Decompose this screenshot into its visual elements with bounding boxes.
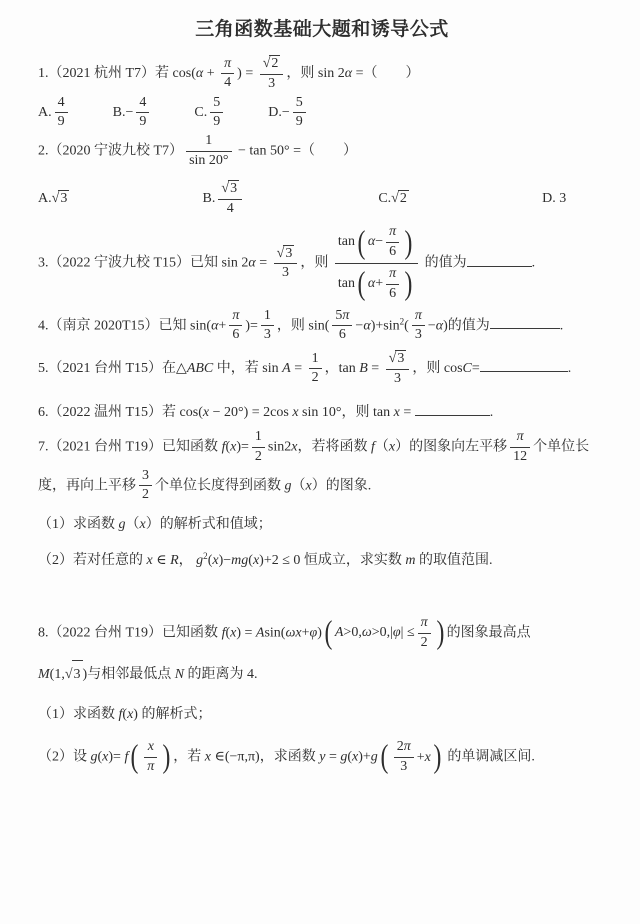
question-1-options	[38, 94, 606, 133]
fraction: π 2	[418, 615, 431, 652]
sqrt-radical: √2	[391, 191, 407, 207]
superscript: 2	[203, 550, 208, 561]
math-variable: x	[212, 552, 219, 568]
fraction: √3 4	[218, 180, 242, 218]
fraction: $\frac{1}{\sin 20^\circ}$	[186, 133, 231, 170]
math-variable: α	[435, 318, 444, 334]
math-variable: π	[224, 55, 232, 71]
answer-blank	[467, 262, 532, 267]
paren-group: ( A >0, ω >0,| φ | ≤ π 2 )	[324, 614, 445, 652]
option-c: C. √2	[378, 190, 407, 207]
math-variable: m	[405, 552, 416, 568]
option-d: D. 3	[542, 190, 567, 206]
math-variable: x	[204, 749, 211, 765]
math-variable: B	[359, 361, 368, 377]
math-variable: π	[147, 758, 155, 774]
question-2-stem: 2.（2020 宁波九校 T7） $\frac{1}{\sin 20^\circ}$ − tan 50° =（ ）	[38, 133, 357, 168]
sqrt-radical: √3	[221, 180, 238, 196]
paren-group: ( 2 π 3 + x )	[380, 739, 442, 776]
question-8-stem-line2: M(1,√3 )与相邻最低点 N 的距离为 4.	[38, 660, 606, 688]
math-variable: π	[420, 614, 428, 630]
math-variable: x	[252, 552, 260, 568]
math-variable: α	[367, 275, 376, 291]
math-variable: x	[146, 552, 153, 568]
math-variable: x	[147, 739, 154, 755]
math-variable: f	[221, 439, 226, 455]
option-c: C. 5 9	[194, 94, 226, 133]
math-variable: x	[202, 404, 210, 420]
question-7-stem: 7.（2021 台州 T19）已知函数 f(x)= $\frac{1}{2}$ sin2x，若将函数 f（x）的图象向左平移 $\frac{\pi}{12}$ 个单位长度，再向上平移 $\frac{3}{2}$ 个单位长度得到函数 g（x）的图象.	[38, 429, 590, 503]
option-b: B. √3 4	[203, 179, 246, 219]
fraction: $\frac{\pi}{12}$	[510, 429, 530, 466]
math-variable: R	[170, 552, 179, 568]
math-variable: x	[102, 749, 109, 765]
answer-blank	[415, 411, 490, 416]
option-d: D.− 5 9	[268, 94, 309, 133]
fraction: π 6	[386, 266, 399, 303]
page-title: 三角函数基础大题和诱导公式	[195, 19, 449, 40]
math-variable: x	[230, 625, 237, 641]
question-8-part1: （1）求函数 f(x) 的解析式；	[38, 706, 212, 722]
math-variable: x	[352, 749, 359, 765]
question-2-options	[38, 179, 566, 219]
question-7-part1: （1）求函数 g（x）的解析式和值域；	[38, 517, 272, 533]
math-variable: g	[90, 749, 98, 765]
fraction: 5 9	[293, 95, 306, 132]
fraction: $\frac{1}{2}$	[252, 429, 265, 466]
sqrt-radical: √3	[65, 660, 83, 688]
math-variable: mg	[231, 552, 249, 568]
option-a: A. 4 9	[38, 94, 71, 133]
math-variable: y	[319, 749, 326, 765]
math-variable: f	[221, 625, 226, 641]
math-variable: α	[344, 66, 353, 82]
math-variable: f	[118, 706, 123, 722]
fraction	[144, 739, 157, 776]
math-variable: π	[389, 224, 397, 240]
math-variable: x	[139, 517, 146, 533]
math-variable: N	[174, 667, 185, 683]
option-b: B.− 4 9	[113, 94, 153, 133]
question-1-stem: 1.（2021 杭州 T7）若 cos(α + $\frac{\pi}{4}$ ) = $\frac{√2}{3}$ ，则 sin 2α =（ ）	[38, 55, 420, 91]
math-variable: π	[232, 307, 240, 323]
math-variable: α	[363, 318, 371, 334]
question-8-stem-line1: 8.（2022 台州 T19）已知函数 f(x) = Asin(ωx+φ) ( A >0, ω >0,| φ | ≤ π 2 ) 的图象最高点	[38, 614, 531, 652]
math-variable: x	[230, 439, 237, 455]
math-variable: α	[248, 255, 256, 271]
question-5-stem: 5.（2021 台州 T15）在△ABC 中，若 sin A = $\frac{1}{2}$ ，tan B = $\frac{√3}{3}$ ，则 cosC= .	[38, 350, 572, 386]
math-variable: x	[127, 706, 134, 722]
answer-blank	[480, 367, 568, 372]
sqrt-radical: √3	[388, 351, 405, 367]
fraction: $\frac{√2}{3}$	[260, 55, 284, 93]
math-variable: A	[282, 361, 291, 377]
fraction: $\frac{√3}{3}$	[386, 350, 410, 388]
math-variable: g	[370, 749, 378, 765]
fraction: $\frac{\pi}{4}$	[221, 56, 234, 93]
answer-blank	[490, 324, 560, 329]
math-variable: ωx	[285, 625, 302, 641]
fraction: $\frac{\pi}{3}$	[412, 308, 425, 345]
question-4-stem: 4.（南京 2020T15）已知 sin(α+ $\frac{\pi}{6}$ )= $\frac{1}{3}$ ，则 sin( 5 π 6 $-\alpha)+\sin^2$( $\frac{\pi}{3}$ −α)的值为 .	[38, 307, 564, 343]
fraction: 2 π 3	[394, 739, 414, 776]
math-variable: ω	[361, 625, 372, 641]
math-variable: g	[340, 749, 348, 765]
math-variable: π	[414, 307, 422, 323]
sqrt-radical: √3	[276, 245, 293, 261]
question-3-stem: 3.（2022 宁波九校 T15）已知 sin 2α = $\frac{√3}{3}$ ，则 tan ( α − π 6 ) tan ( α + π 6 ) 的值为 .	[38, 224, 536, 303]
sqrt-radical: √3	[51, 191, 68, 207]
math-variable: π	[516, 429, 524, 445]
math-variable: x	[388, 439, 396, 455]
fraction: $\frac{1}{3}$	[261, 308, 274, 345]
math-variable: α	[195, 66, 204, 82]
paren-group: ( α + π 6 )	[357, 265, 413, 303]
math-variable: g	[284, 478, 292, 494]
math-variable: g	[196, 552, 204, 568]
math-variable: x	[291, 439, 298, 455]
fraction: 5 π 6	[332, 308, 352, 345]
paren-group: ( α − π 6 )	[357, 224, 413, 261]
fraction: $\frac{1}{2}$	[309, 351, 322, 388]
math-variable: A	[334, 625, 344, 641]
math-variable: φ	[309, 625, 318, 641]
math-variable: x	[305, 478, 312, 494]
math-variable: C	[462, 361, 472, 377]
fraction: 5 9	[210, 95, 223, 132]
math-variable: φ	[392, 625, 401, 641]
question-6-stem: 6.（2022 温州 T15）若 cos(x − 20°) = 2cos x sin 10°，则 tan x = .	[38, 404, 494, 420]
math-variable: α	[211, 318, 219, 334]
math-variable: α	[367, 234, 376, 250]
math-variable: x	[292, 404, 299, 420]
superscript: 2	[399, 316, 405, 327]
question-8-part2: （2）设 g(x)= f ( x π ) ，若 x ∈(−π,π)，求函数 y = g(x)+g ( 2 π 3 + x ) 的单调减区间.	[38, 739, 535, 776]
paren-group: ( x π )	[130, 739, 171, 776]
math-variable: ABC	[186, 361, 214, 377]
fraction: π 6	[386, 224, 399, 261]
fraction: $\frac{\pi}{6}$	[229, 308, 242, 345]
math-variable: M	[38, 667, 50, 683]
math-variable: f	[370, 439, 375, 455]
math-variable: g	[118, 517, 126, 533]
fraction: 4 9	[136, 95, 149, 132]
math-variable: x	[393, 404, 400, 420]
fraction: $\frac{√3}{3}$	[274, 245, 298, 283]
option-a: A. √3	[38, 190, 68, 207]
math-variable: π	[342, 307, 350, 323]
fraction: $\frac{3}{2}$	[139, 468, 152, 505]
math-variable: π	[403, 739, 411, 755]
math-variable: f	[124, 749, 129, 765]
fraction: tan ( α − π 6 ) tan ( α + π 6 )	[335, 223, 418, 303]
math-variable: x	[424, 749, 431, 765]
math-variable: π	[389, 265, 397, 281]
fraction: 4 9	[55, 95, 68, 132]
question-7-part2: （2）若对任意的 x ∈ R， $g^2(x)-mg(x)+2 \le 0$ 恒成立，求实数 m 的取值范围.	[38, 550, 493, 568]
sqrt-radical: √2	[262, 56, 279, 71]
math-variable: A	[255, 625, 265, 641]
